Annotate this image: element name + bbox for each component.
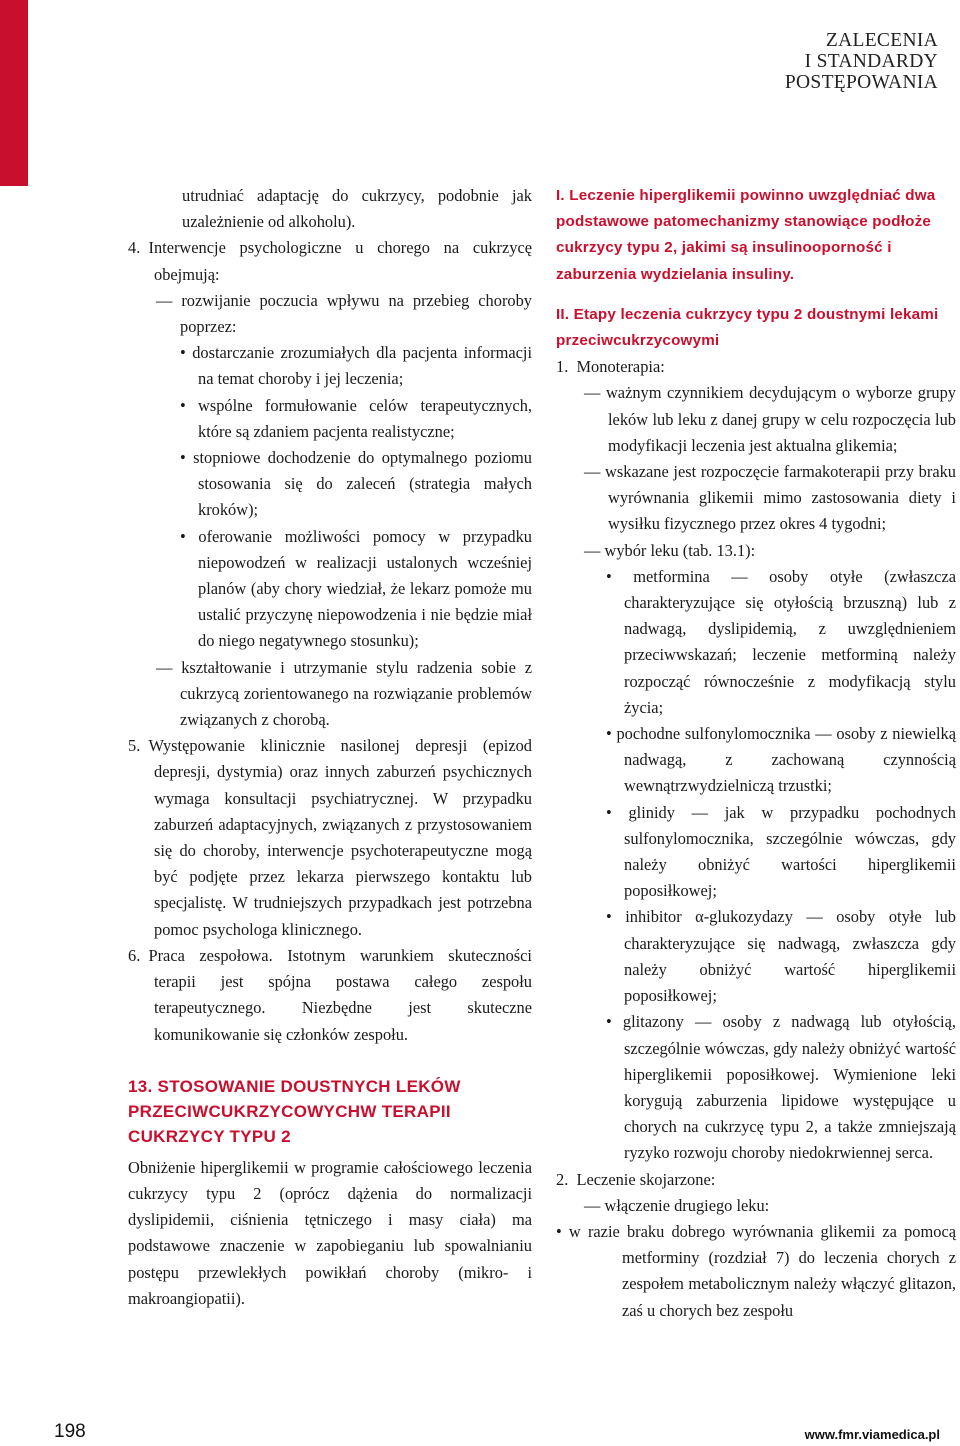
subheading-1: I. Leczenie hiperglikemii powinno uwzględniać dwa podstawowe patomechanizmy stanowiące podłoże cukrzycy typu 2, jakimi są insulinooporność i zaburzenia wydzielania insuliny. <box>556 187 936 283</box>
section-header <box>785 30 938 93</box>
bullet-item: • w razie braku dobrego wyrównania glikemii za pomocą metforminy (rozdział 7) do leczenia chorych z zespołem metabolicznym należy włączyć glitazon, zaś u chorych bez zespołu <box>556 1221 956 1320</box>
bullet-item: • glitazony — osoby z nadwagą lub otyłością, szczególnie wówczas, gdy należy obniżyć wartość hiperglikemii poposiłkowej. Wymienione leki korygują zaburzenia lipidowe występujące u chorych na cukrzycę typu 2, a także zmniejszają ryzyko rozwoju choroby niedokrwiennej serca. <box>606 1012 956 1163</box>
bullet-item: • inhibitor α-glukozydazy — osoby otyłe lub charakteryzujące się nadwagą, zwłaszcza gdy należy obniżyć wartość hiperglikemii poposiłkowej; <box>606 907 956 1006</box>
dash-item: — wybór leku (tab. 13.1): <box>584 540 756 560</box>
paragraph-continuation: utrudniać adaptację do cukrzycy, podobnie jak uzależnienie od alkoholu). <box>182 186 532 232</box>
dash-item: — włączenie drugiego leku: <box>584 1195 770 1215</box>
header-line-1: ZALECENIA <box>825 30 938 51</box>
bullet-item: • metformina — osoby otyłe (zwłaszcza charakteryzujące się otyłością brzuszną) lub z nadwagą, dyslipidemią, z uwzględnieniem przeciwwskazań; leczenie metforminą należy rozpocząć równocześnie z modyfikacją stylu życia; <box>606 566 956 717</box>
bullet-item: • wspólne formułowanie celów terapeutycznych, które są zdaniem pacjenta realistyczne; <box>180 395 532 441</box>
list-item-combination: 2. Leczenie skojarzone: <box>556 1169 716 1189</box>
footer-url[interactable]: www.fmr.viamedica.pl <box>804 1427 940 1442</box>
bullet-item: • oferowanie możliwości pomocy w przypadku niepowodzeń w realizacji ustalonych wcześniej planów (aby chory wiedział, że lekarz pomoże mu ustalić przyczynę niepowodzenia i nie będzie miał do niego negatywnego stosunku); <box>180 526 532 651</box>
dash-item: — rozwijanie poczucia wpływu na przebieg choroby poprzez: <box>156 290 532 337</box>
list-item-4: 4. Interwencje psychologiczne u chorego na cukrzycę obejmują: <box>128 238 532 284</box>
bullet-item: • pochodne sulfonylomocznika — osoby z niewielką nadwagą, z zachowaną czynnością wewnątrzwydzielniczą trzustki; <box>606 724 956 796</box>
header-line-2: I STANDARDY <box>804 51 938 72</box>
bullet-item: • dostarczanie zrozumiałych dla pacjenta informacji na temat choroby i jej leczenia; <box>180 343 532 389</box>
subheading-2: II. Etapy leczenia cukrzycy typu 2 doustnymi lekami przeciwcukrzycowymi <box>556 305 939 350</box>
section-paragraph: Obniżenie hiperglikemii w programie całościowego leczenia cukrzycy typu 2 (oprócz dążenia do normalizacji dyslipidemii, ciśnienia tętniczego i masy ciała) ma podstawowe znaczenie w zapobieganiu lub spowalnianiu postępu przewlekłych powikłań choroby (mikro- i makroangiopatii). <box>128 1157 532 1308</box>
list-item-monotherapy: 1. Monoterapia: <box>556 357 665 377</box>
list-item-5: 5. Występowanie klinicznie nasilonej depresji (epizod depresji, dystymia) oraz innych zaburzeń psychicznych wymaga konsultacji psychiatrycznej. W przypadku zaburzeń adaptacyjnych, związanych z przystosowaniem się do choroby, interwencje psychoterapeutyczne mogą być podjęte przez lekarza pierwszego kontaktu lub specjalistę. W trudniejszych przypadkach jest potrzebna pomoc psychologa klinicznego. <box>128 736 532 939</box>
page-number: 198 <box>54 1421 86 1442</box>
red-accent-bar <box>0 0 28 186</box>
section-heading: 13. STOSOWANIE DOUSTNYCH LEKÓW PRZECIWCUKRZYCOWYCHW TERAPII CUKRZYCY TYPU 2 <box>128 1076 461 1146</box>
dash-item: — ważnym czynnikiem decydującym o wyborze grupy leków lub leku z danej grupy w celu rozpoczęcia lub modyfikacji leczenia jest aktualna glikemia; <box>584 383 956 455</box>
bullet-item: • glinidy — jak w przypadku pochodnych sulfonylomocznika, szczególnie wówczas, gdy należy obniżyć wartości hiperglikemii poposiłkowej; <box>606 802 956 901</box>
header-line-3: POSTĘPOWANIA <box>784 72 938 93</box>
list-item-6: 6. Praca zespołowa. Istotnym warunkiem skuteczności terapii jest spójna postawa całego zespołu terapeutycznego. Niezbędne jest skuteczne komunikowanie się członków zespołu. <box>128 945 532 1044</box>
right-column <box>556 183 956 1324</box>
left-column <box>128 183 532 1312</box>
dash-item: — kształtowanie i utrzymanie stylu radzenia sobie z cukrzycą zorientowanego na rozwiązanie problemów związanych z chorobą. <box>156 657 532 730</box>
bullet-item: • stopniowe dochodzenie do optymalnego poziomu stosowania się do zaleceń (strategia małych kroków); <box>180 448 532 520</box>
dash-item: — wskazane jest rozpoczęcie farmakoterapii przy braku wyrównania glikemii mimo zastosowania diety i wysiłku fizycznego przez okres 4 tygodni; <box>584 462 956 534</box>
